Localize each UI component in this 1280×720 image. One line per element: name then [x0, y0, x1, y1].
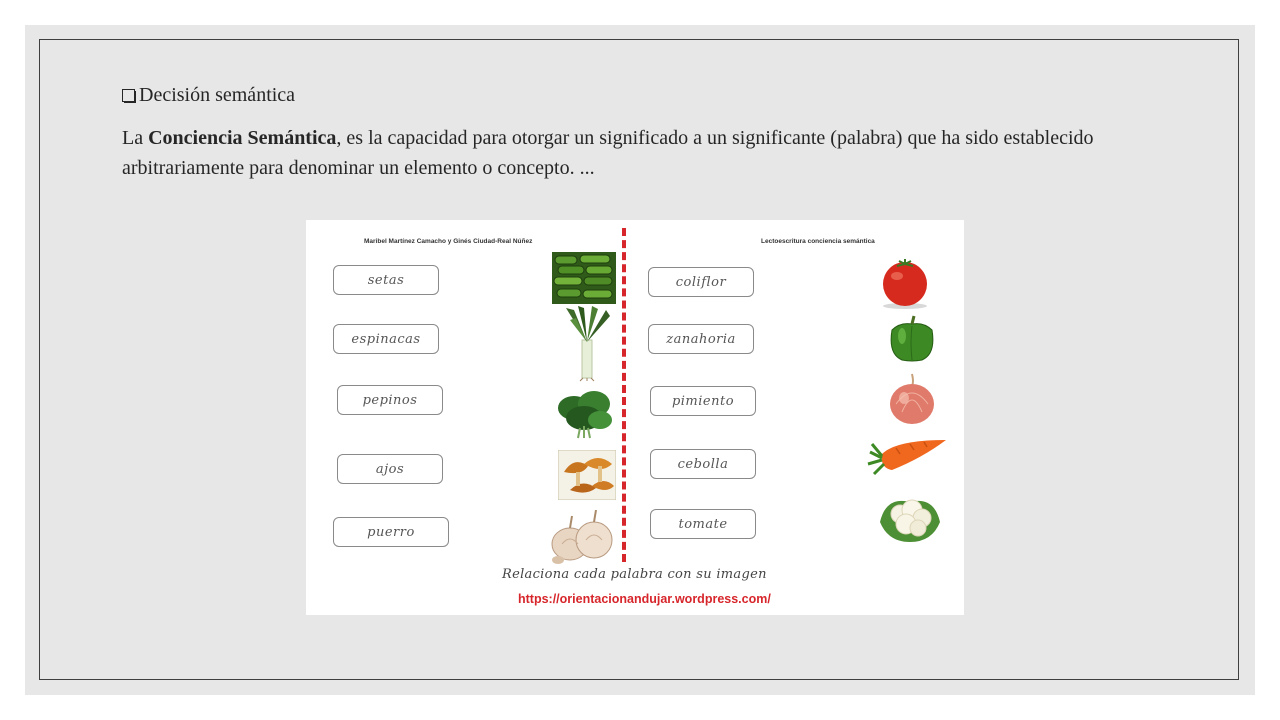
cucumbers-image: [552, 252, 616, 304]
word-box-tomate: tomate: [650, 509, 756, 539]
paragraph-rest: , es la capacidad para otorgar un significado a un significante (palabra) que ha sido establecido arbitrariamente para denominar un elemento o concepto. ...: [122, 127, 1094, 179]
dashed-divider: [622, 228, 626, 562]
worksheet-url: https://orientacionandujar.wordpress.com/: [518, 592, 771, 606]
worksheet-instruction: Relaciona cada palabra con su imagen: [502, 567, 767, 582]
word-box-puerro: puerro: [333, 517, 449, 547]
bullet-heading: [122, 84, 295, 107]
worksheet-image: [306, 220, 964, 615]
word-box-zanahoria: zanahoria: [648, 324, 754, 354]
green-pepper-image: [884, 314, 940, 362]
mushrooms-image: [558, 450, 616, 500]
word-box-setas: setas: [333, 265, 439, 295]
word-box-pepinos: pepinos: [337, 385, 443, 415]
word-box-espinacas: espinacas: [333, 324, 439, 354]
worksheet-authors: Maribel Martínez Camacho y Ginés Ciudad-Real Núñez: [364, 238, 533, 245]
paragraph-bold-term: Conciencia Semántica: [148, 127, 337, 149]
word-box-cebolla: cebolla: [650, 449, 756, 479]
paragraph-intro: La: [122, 127, 149, 149]
tomato-image: [876, 258, 934, 310]
word-box-pimiento: pimiento: [650, 386, 756, 416]
word-box-coliflor: coliflor: [648, 267, 754, 297]
checkbox-bullet-icon: [122, 89, 135, 102]
onion-image: [884, 372, 940, 426]
definition-paragraph: [122, 123, 1172, 183]
word-box-ajos: ajos: [337, 454, 443, 484]
spinach-image: [554, 386, 616, 440]
cauliflower-image: [876, 488, 944, 546]
garlic-image: [546, 510, 616, 566]
bullet-heading-text: Decisión semántica: [139, 84, 296, 106]
leek-image: [560, 306, 614, 382]
carrot-image: [866, 434, 950, 478]
worksheet-topic: Lectoescritura conciencia semántica: [761, 238, 875, 245]
